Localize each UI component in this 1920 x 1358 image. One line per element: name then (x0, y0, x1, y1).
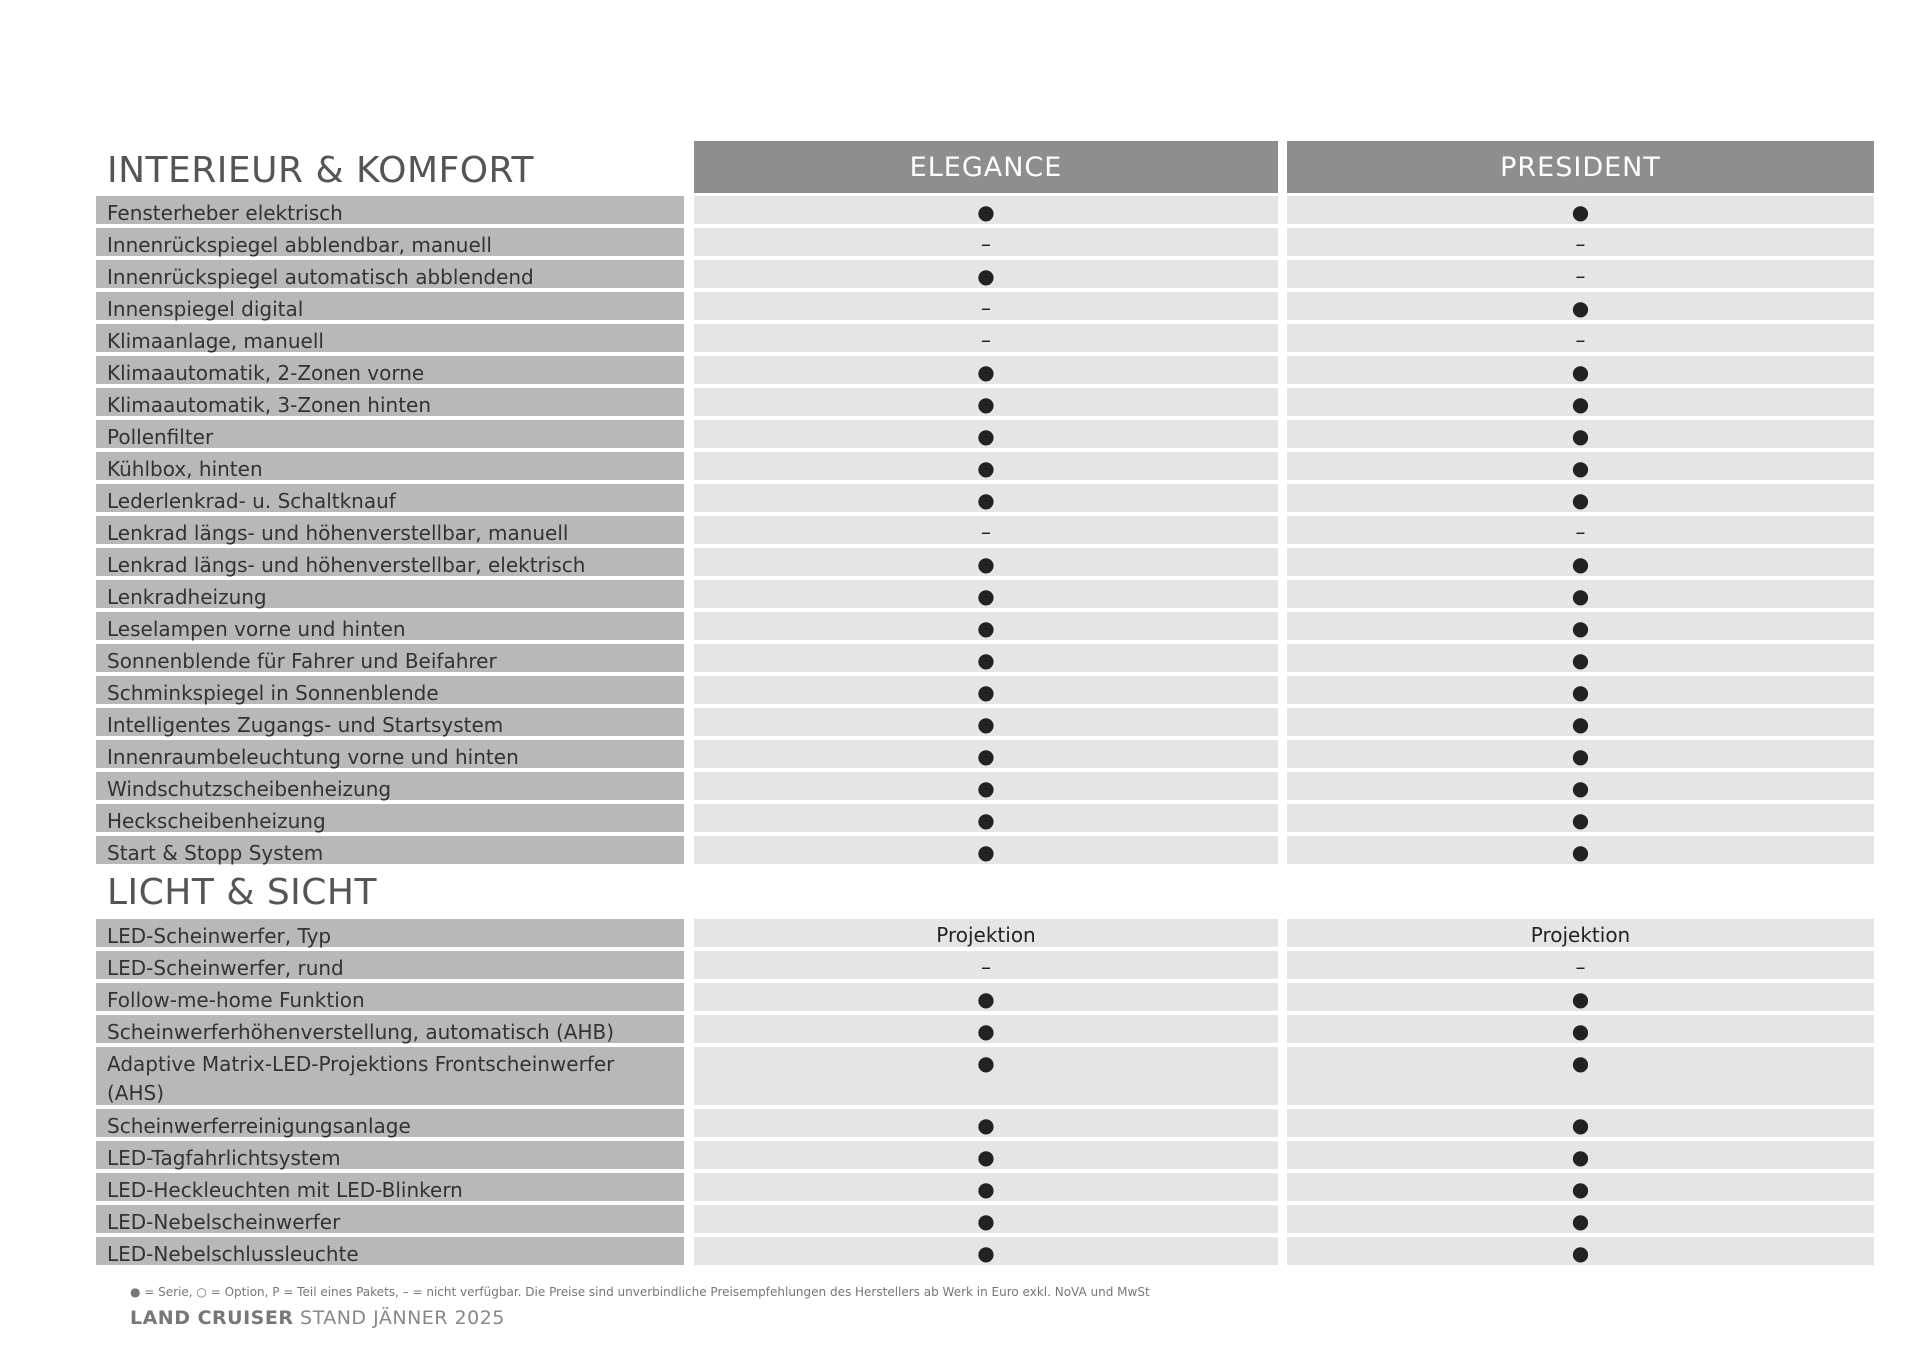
table-row (96, 983, 1874, 1011)
president-value: ● (1287, 772, 1874, 800)
president-value: ● (1287, 292, 1874, 320)
table-row (96, 452, 1874, 480)
table-interieur (96, 196, 1874, 868)
brand-name: LAND CRUISER (130, 1307, 294, 1329)
president-value: ● (1287, 708, 1874, 736)
feature-label: LED-Nebelscheinwerfer (96, 1205, 684, 1233)
president-value: ● (1287, 1173, 1874, 1201)
feature-label: Innenraumbeleuchtung vorne und hinten (96, 740, 684, 768)
elegance-value: ● (694, 484, 1278, 512)
president-value: ● (1287, 484, 1874, 512)
feature-label: LED-Heckleuchten mit LED-Blinkern (96, 1173, 684, 1201)
elegance-value: ● (694, 676, 1278, 704)
elegance-value: – (694, 324, 1278, 352)
table-row (96, 1237, 1874, 1265)
table-row (96, 1205, 1874, 1233)
elegance-value: ● (694, 388, 1278, 416)
elegance-value: ● (694, 804, 1278, 832)
table-row (96, 708, 1874, 736)
brand-stand: STAND JÄNNER 2025 (300, 1307, 505, 1329)
feature-label: Fensterheber elektrisch (96, 196, 684, 224)
president-value: ● (1287, 676, 1874, 704)
president-value: ● (1287, 388, 1874, 416)
feature-label: Lenkrad längs- und höhenverstellbar, elektrisch (96, 548, 684, 576)
table-row (96, 951, 1874, 979)
elegance-value: ● (694, 1141, 1278, 1169)
president-value: ● (1287, 1141, 1874, 1169)
elegance-value: ● (694, 1237, 1278, 1265)
table-row (96, 1047, 1874, 1105)
table-row (96, 292, 1874, 320)
feature-label: LED-Nebelschlussleuchte (96, 1237, 684, 1265)
elegance-value: ● (694, 772, 1278, 800)
president-value: ● (1287, 740, 1874, 768)
table-row (96, 1173, 1874, 1201)
feature-label: Innenrückspiegel automatisch abblendend (96, 260, 684, 288)
table-row (96, 324, 1874, 352)
president-value: ● (1287, 1047, 1874, 1105)
feature-label: Scheinwerferhöhenverstellung, automatisch (AHB) (96, 1015, 684, 1043)
president-value: ● (1287, 1109, 1874, 1137)
president-value: – (1287, 260, 1874, 288)
elegance-value: – (694, 228, 1278, 256)
footnote: ● = Serie, ○ = Option, P = Teil eines Pakets, – = nicht verfügbar. Die Preise sind unverbindliche Preisempfehlungen des Herstellers ab Werk in Euro exkl. NoVA und MwSt (130, 1285, 1150, 1299)
elegance-value: ● (694, 1109, 1278, 1137)
table-row (96, 644, 1874, 672)
elegance-value: ● (694, 196, 1278, 224)
president-value: ● (1287, 612, 1874, 640)
president-value: ● (1287, 420, 1874, 448)
president-value: Projektion (1287, 919, 1874, 947)
table-row (96, 196, 1874, 224)
feature-label: Innenspiegel digital (96, 292, 684, 320)
table-row (96, 836, 1874, 864)
feature-label: Klimaanlage, manuell (96, 324, 684, 352)
president-value: ● (1287, 804, 1874, 832)
table-row (96, 740, 1874, 768)
elegance-value: ● (694, 644, 1278, 672)
president-value: ● (1287, 196, 1874, 224)
table-row (96, 580, 1874, 608)
table-row (96, 516, 1874, 544)
table-row (96, 356, 1874, 384)
elegance-value: ● (694, 836, 1278, 864)
feature-label: Kühlbox, hinten (96, 452, 684, 480)
president-value: ● (1287, 1015, 1874, 1043)
feature-label: Lenkrad längs- und höhenverstellbar, manuell (96, 516, 684, 544)
president-value: ● (1287, 356, 1874, 384)
president-value: ● (1287, 644, 1874, 672)
feature-label: Windschutzscheibenheizung (96, 772, 684, 800)
president-value: ● (1287, 836, 1874, 864)
president-value: – (1287, 951, 1874, 979)
elegance-value: Projektion (694, 919, 1278, 947)
table-row (96, 1141, 1874, 1169)
feature-label: LED-Scheinwerfer, rund (96, 951, 684, 979)
feature-label: Heckscheibenheizung (96, 804, 684, 832)
table-row (96, 260, 1874, 288)
feature-label: LED-Tagfahrlichtsystem (96, 1141, 684, 1169)
feature-label: Lederlenkrad- u. Schaltknauf (96, 484, 684, 512)
table-row (96, 804, 1874, 832)
feature-label: Schminkspiegel in Sonnenblende (96, 676, 684, 704)
table-row (96, 420, 1874, 448)
table-row (96, 1015, 1874, 1043)
elegance-value: ● (694, 356, 1278, 384)
feature-label: Leselampen vorne und hinten (96, 612, 684, 640)
feature-label: Innenrückspiegel abblendbar, manuell (96, 228, 684, 256)
elegance-value: – (694, 292, 1278, 320)
feature-label: LED-Scheinwerfer, Typ (96, 919, 684, 947)
elegance-value: – (694, 951, 1278, 979)
feature-label: Follow-me-home Funktion (96, 983, 684, 1011)
president-value: – (1287, 516, 1874, 544)
elegance-value: ● (694, 452, 1278, 480)
elegance-value: ● (694, 1047, 1278, 1105)
table-row (96, 772, 1874, 800)
president-value: ● (1287, 1205, 1874, 1233)
president-value: ● (1287, 548, 1874, 576)
table-row (96, 1109, 1874, 1137)
table-row (96, 676, 1874, 704)
table-row (96, 612, 1874, 640)
elegance-value: ● (694, 420, 1278, 448)
elegance-value: ● (694, 740, 1278, 768)
section-title-interieur: INTERIEUR & KOMFORT (107, 150, 534, 191)
elegance-value: ● (694, 260, 1278, 288)
elegance-value: ● (694, 1015, 1278, 1043)
table-licht (96, 919, 1874, 1269)
brand-footer (130, 1307, 505, 1329)
president-value: ● (1287, 983, 1874, 1011)
president-value: – (1287, 324, 1874, 352)
feature-label: Klimaautomatik, 3-Zonen hinten (96, 388, 684, 416)
table-row (96, 919, 1874, 947)
president-value: – (1287, 228, 1874, 256)
table-row (96, 548, 1874, 576)
section-title-licht: LICHT & SICHT (107, 872, 377, 913)
column-header-elegance: ELEGANCE (694, 141, 1278, 193)
president-value: ● (1287, 580, 1874, 608)
elegance-value: ● (694, 548, 1278, 576)
president-value: ● (1287, 1237, 1874, 1265)
table-row (96, 228, 1874, 256)
elegance-value: ● (694, 580, 1278, 608)
elegance-value: ● (694, 612, 1278, 640)
feature-label: Scheinwerferreinigungsanlage (96, 1109, 684, 1137)
elegance-value: ● (694, 1173, 1278, 1201)
president-value: ● (1287, 452, 1874, 480)
table-row (96, 484, 1874, 512)
feature-label: Klimaautomatik, 2-Zonen vorne (96, 356, 684, 384)
feature-label: Lenkradheizung (96, 580, 684, 608)
feature-label: Adaptive Matrix-LED-Projektions Frontscheinwerfer (AHS) (96, 1047, 684, 1105)
elegance-value: – (694, 516, 1278, 544)
elegance-value: ● (694, 983, 1278, 1011)
feature-label: Start & Stopp System (96, 836, 684, 864)
elegance-value: ● (694, 708, 1278, 736)
feature-label: Pollenfilter (96, 420, 684, 448)
elegance-value: ● (694, 1205, 1278, 1233)
table-row (96, 388, 1874, 416)
feature-label: Intelligentes Zugangs- und Startsystem (96, 708, 684, 736)
column-header-president: PRESIDENT (1287, 141, 1874, 193)
feature-label: Sonnenblende für Fahrer und Beifahrer (96, 644, 684, 672)
